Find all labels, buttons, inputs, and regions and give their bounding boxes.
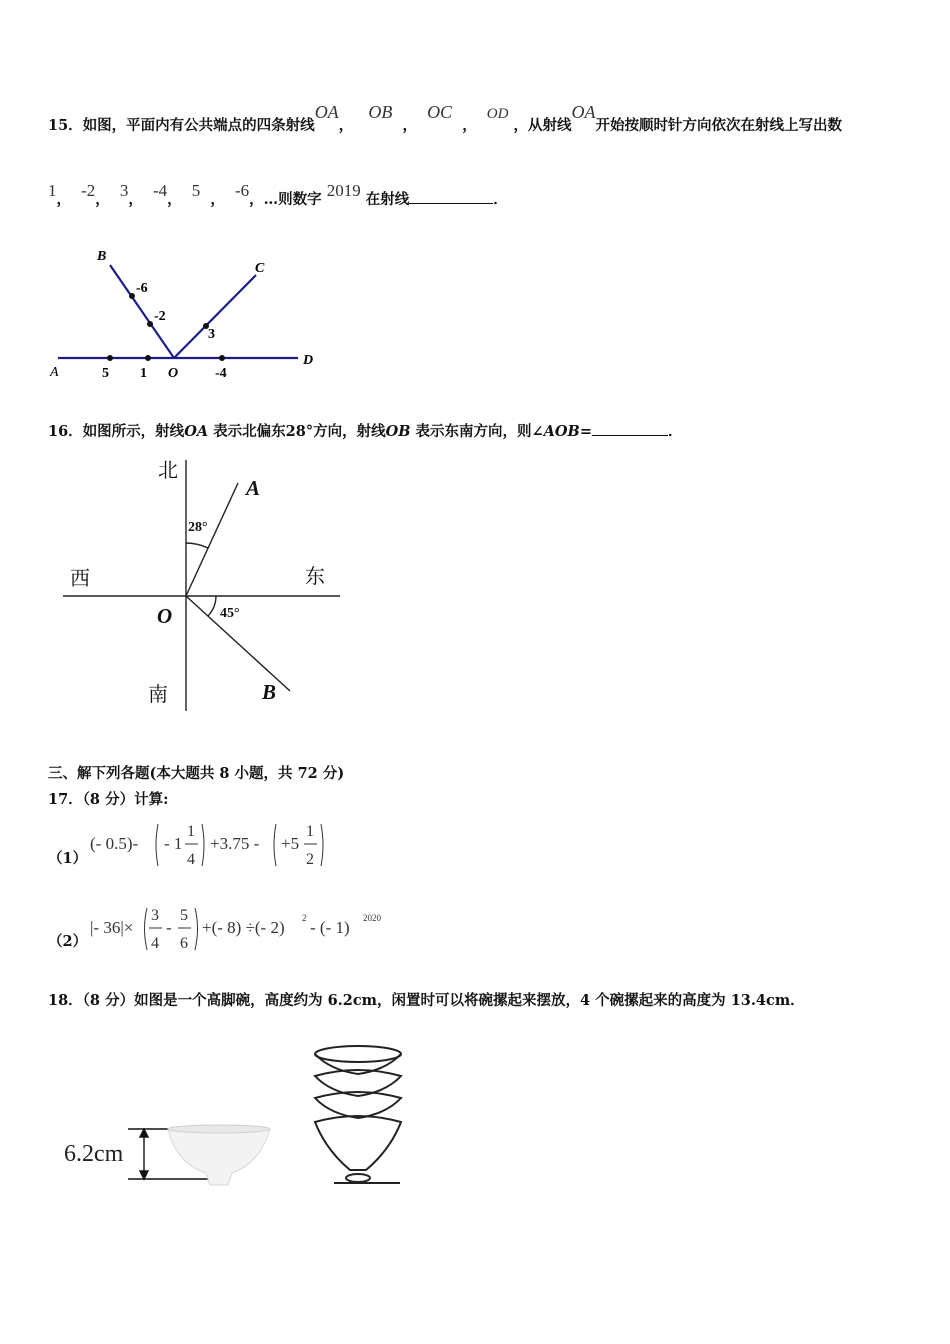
label-a: A bbox=[50, 365, 59, 380]
q17-part1-expression bbox=[88, 820, 338, 870]
bowl-foot bbox=[346, 1174, 370, 1182]
separator: ， bbox=[210, 191, 225, 208]
point-neg2 bbox=[147, 321, 153, 327]
q15-number: 15． bbox=[48, 117, 83, 134]
angle-28-label: 28° bbox=[188, 520, 208, 535]
point-5 bbox=[107, 355, 113, 361]
q15-figure bbox=[40, 240, 340, 390]
period: ． bbox=[667, 423, 683, 440]
ray-oc: OC bbox=[427, 102, 453, 122]
q16-text-d: 表示东南方向，则 bbox=[415, 423, 532, 440]
ray-oa-line bbox=[186, 483, 238, 596]
arrow-head-bottom bbox=[140, 1171, 148, 1179]
angle-aob: ∠AOB bbox=[531, 423, 580, 440]
abs2-right bbox=[321, 824, 323, 866]
q16-figure bbox=[60, 455, 350, 715]
expr2-frac2-den: 6 bbox=[180, 935, 188, 952]
separator: ， bbox=[56, 191, 71, 208]
q18-text: 18．（8 分）如图是一个高脚碗，高度约为 6.2cm，闲置时可以将碗摞起来摆放，4 个碗摞起来的高度为 13.4cm． bbox=[48, 992, 805, 1009]
label-b: B bbox=[262, 680, 277, 704]
q15-line2 bbox=[48, 181, 508, 209]
separator: ， bbox=[338, 117, 354, 134]
paren-left bbox=[145, 908, 148, 950]
seq-1: 1 bbox=[48, 181, 57, 200]
q16-text-b: 表示北偏东 bbox=[213, 423, 286, 440]
expr2-part-a: |- 36|× bbox=[90, 918, 134, 937]
q15-text-a: 如图，平面内有公共端点的四条射线 bbox=[82, 117, 315, 134]
q16-text-a: 如图所示，射线 bbox=[82, 423, 185, 440]
angle-28: 28° bbox=[285, 423, 314, 440]
expr2-exp1: 2 bbox=[302, 913, 307, 923]
ray-oa: OA bbox=[314, 102, 339, 122]
section-3-title: 三、解下列各题(本大题共 8 小题，共 72 分) bbox=[48, 765, 345, 782]
ray-oa: OA bbox=[184, 423, 209, 440]
ray-ob: OB bbox=[368, 102, 393, 122]
q17-header: 17．（8 分）计算: bbox=[48, 791, 169, 808]
label-o: O bbox=[157, 604, 173, 628]
seq-4: -4 bbox=[153, 181, 168, 200]
q15-text-d: ，…则数字 bbox=[249, 191, 322, 208]
abs2-left bbox=[274, 824, 276, 866]
expr1-frac2-den: 2 bbox=[306, 851, 314, 868]
separator: ， bbox=[128, 191, 143, 208]
seq-6: -6 bbox=[235, 181, 250, 200]
ray-ob: OB bbox=[385, 423, 411, 440]
single-bowl-figure bbox=[60, 1115, 280, 1195]
answer-blank[interactable] bbox=[592, 421, 668, 436]
answer-blank[interactable] bbox=[409, 189, 493, 204]
expr1-part-c: +3.75 - bbox=[210, 834, 260, 853]
angle-45-arc bbox=[208, 596, 216, 616]
arrow-head-top bbox=[140, 1129, 148, 1137]
bowl-image bbox=[168, 1125, 270, 1185]
start-ray: OA bbox=[571, 102, 596, 122]
separator: ， bbox=[402, 117, 417, 134]
label-neg6: -6 bbox=[136, 281, 148, 296]
label-neg2: -2 bbox=[154, 309, 166, 324]
expr1-part-b: - 1 bbox=[164, 834, 183, 853]
label-a: A bbox=[246, 476, 261, 500]
q15-line1 bbox=[48, 102, 843, 135]
q16-line bbox=[48, 420, 682, 441]
label-c: C bbox=[255, 261, 265, 276]
label-neg4: -4 bbox=[215, 366, 227, 381]
q15-text-b: ，从射线 bbox=[513, 117, 572, 134]
bowl-4 bbox=[315, 1116, 401, 1170]
height-label: 6.2cm bbox=[64, 1141, 124, 1167]
south-label: 南 bbox=[148, 684, 168, 706]
expr2-part-c: - (- 1) bbox=[310, 918, 350, 937]
bowl-rim-1 bbox=[315, 1046, 401, 1062]
period: ． bbox=[493, 191, 508, 208]
equals: = bbox=[579, 423, 592, 440]
expr2-exp2: 2020 bbox=[363, 913, 381, 923]
ray-od: OD bbox=[486, 106, 509, 122]
q16-text-c: 方向，射线 bbox=[313, 423, 386, 440]
target-number: 2019 bbox=[326, 181, 361, 200]
label-5: 5 bbox=[102, 366, 109, 381]
paren-right bbox=[195, 908, 198, 950]
label-1: 1 bbox=[140, 366, 147, 381]
expr2-frac1-den: 4 bbox=[151, 935, 159, 952]
abs1-left bbox=[156, 824, 158, 866]
expr2-minus: - bbox=[166, 918, 172, 937]
q17-part1-label: （1） bbox=[48, 850, 88, 867]
separator: ， bbox=[462, 117, 477, 134]
angle-45-label: 45° bbox=[220, 606, 240, 621]
point-neg4 bbox=[219, 355, 225, 361]
expr1-frac1-num: 1 bbox=[187, 823, 195, 840]
label-b: B bbox=[97, 249, 107, 264]
west-label: 西 bbox=[70, 568, 90, 590]
separator: ， bbox=[167, 191, 182, 208]
point-neg6 bbox=[129, 293, 135, 299]
ray-oc-line bbox=[174, 275, 256, 358]
expr1-frac1-den: 4 bbox=[187, 851, 195, 868]
seq-3: 3 bbox=[119, 181, 129, 200]
seq-2: -2 bbox=[81, 181, 96, 200]
label-o: O bbox=[168, 366, 179, 381]
q17-part2-label: （2） bbox=[48, 933, 88, 950]
east-label: 东 bbox=[305, 566, 325, 588]
expr2-frac2-num: 5 bbox=[180, 907, 188, 924]
angle-28-arc bbox=[186, 543, 208, 548]
point-1 bbox=[145, 355, 151, 361]
expr2-part-b: +(- 8) ÷(- 2) bbox=[202, 918, 285, 937]
q16-number: 16． bbox=[48, 423, 83, 440]
abs1-right bbox=[202, 824, 204, 866]
stacked-bowls-figure bbox=[300, 1040, 410, 1190]
q15-text-c: 开始按顺时针方向依次在射线上写出数 bbox=[595, 117, 843, 134]
expr1-part-d: +5 bbox=[281, 834, 300, 853]
north-label: 北 bbox=[158, 460, 178, 482]
seq-5: 5 bbox=[191, 181, 201, 200]
q17-part2-expression bbox=[88, 903, 398, 953]
expr1-frac2-num: 1 bbox=[306, 823, 314, 840]
label-3: 3 bbox=[208, 327, 215, 342]
expr2-frac1-num: 3 bbox=[151, 907, 159, 924]
separator: ， bbox=[95, 191, 110, 208]
q15-text-e: 在射线 bbox=[365, 191, 410, 208]
label-d: D bbox=[303, 353, 314, 368]
expr1-part-a: (- 0.5)- bbox=[90, 834, 139, 853]
